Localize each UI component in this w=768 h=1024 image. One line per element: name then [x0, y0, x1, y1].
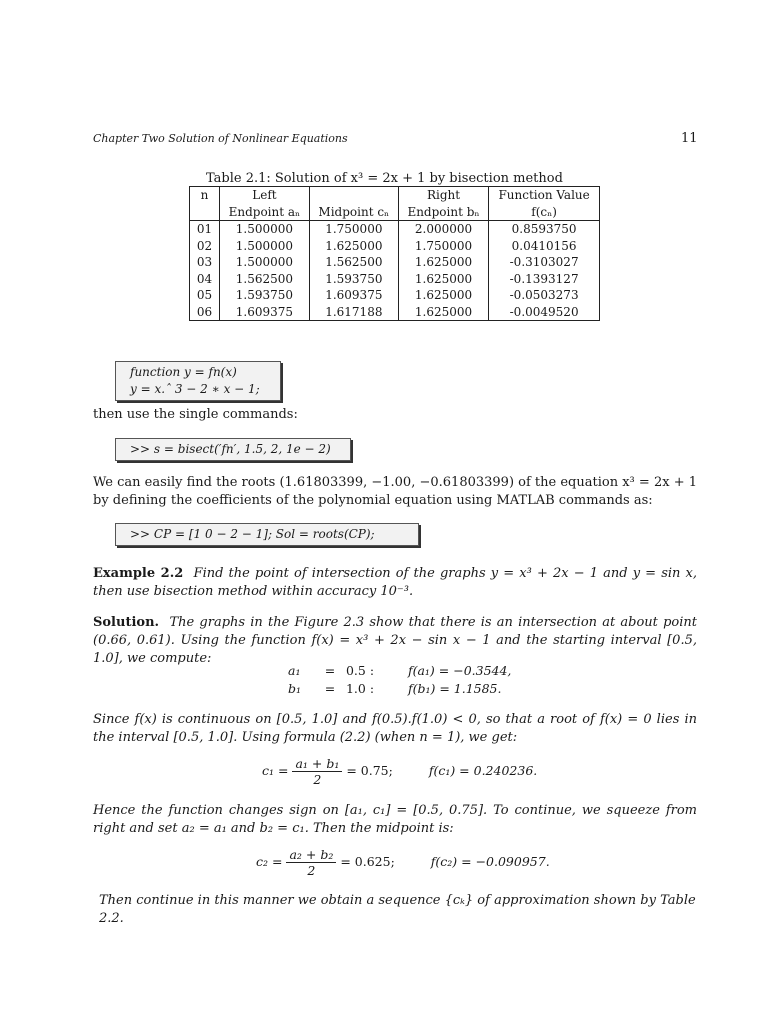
- eq-fvalue: f(b₁) = 1.1585.: [407, 681, 502, 696]
- equation-b1: [288, 681, 501, 696]
- numerator: a₂ + b₂: [286, 847, 336, 863]
- example-block: [93, 565, 697, 601]
- cell-a: 1.500000: [220, 221, 310, 238]
- col-header-cn: Midpoint cₙ: [309, 204, 398, 221]
- paragraph-roots: We can easily find the roots (1.61803399, −1.00, −0.61803399) of the equation x³ = 2x + 1 by defining the coefficients of the polynomial equation using MATLAB commands as:: [93, 475, 697, 508]
- cell-c: 1.625000: [309, 238, 398, 255]
- cell-b: 1.750000: [398, 238, 488, 255]
- eq-lhs: b₁: [288, 681, 302, 696]
- col-header-n-2: [190, 204, 220, 221]
- cell-n: 01: [190, 221, 220, 238]
- example-label: Example 2.2: [93, 566, 184, 581]
- eq-lhs: a₁: [288, 663, 301, 678]
- code-box-function: [115, 361, 281, 401]
- cell-n: 03: [190, 254, 220, 271]
- fraction: [286, 847, 336, 878]
- eq-fvalue: f(c₁) = 0.240236.: [428, 763, 538, 778]
- table-row: [190, 254, 600, 271]
- cell-f: -0.3103027: [489, 254, 600, 271]
- col-header-fv: Function Value: [489, 187, 600, 204]
- cell-c: 1.617188: [309, 304, 398, 321]
- cell-b: 1.625000: [398, 287, 488, 304]
- paragraph-since: Since f(x) is continuous on [0.5, 1.0] and f(0.5).f(1.0) < 0, so that a root of f(x) = 0 lies in the interval [0.5, 1.0]. Using formula (2.2) (when n = 1), we get:: [93, 712, 697, 745]
- solution-text: The graphs in the Figure 2.3 show that there is an intersection at about point (0.66, 0.61). Using the function f(x) = x³ + 2x − sin x − 1 and the starting interval [0.5, 1.0], we compute:: [93, 615, 698, 666]
- cell-f: -0.0503273: [489, 287, 600, 304]
- denominator: 2: [307, 863, 316, 878]
- cell-a: 1.562500: [220, 271, 310, 288]
- cell-c: 1.562500: [309, 254, 398, 271]
- table-row: [190, 221, 600, 238]
- eq-lhs: c₁ =: [262, 763, 289, 778]
- running-header: Chapter Two Solution of Nonlinear Equations: [93, 132, 348, 145]
- equation-a1: [288, 663, 511, 678]
- table-row: [190, 238, 600, 255]
- cell-a: 1.500000: [220, 238, 310, 255]
- eq-sign: =: [324, 663, 336, 678]
- cell-a: 1.500000: [220, 254, 310, 271]
- code-box-roots: [115, 523, 419, 546]
- cell-c: 1.609375: [309, 287, 398, 304]
- table-caption: Table 2.1: Solution of x³ = 2x + 1 by bisection method: [206, 171, 563, 186]
- eq-fvalue: f(a₁) = −0.3544,: [407, 663, 512, 678]
- col-header-left: Left: [220, 187, 310, 204]
- cell-c: 1.750000: [309, 221, 398, 238]
- solution-block: [93, 614, 697, 668]
- cell-b: 1.625000: [398, 304, 488, 321]
- page-number: 11: [681, 131, 698, 146]
- bisection-table: [189, 186, 600, 321]
- cell-f: 0.0410156: [489, 238, 600, 255]
- col-header-bn: Endpoint bₙ: [398, 204, 488, 221]
- cell-b: 2.000000: [398, 221, 488, 238]
- table-row: [190, 271, 600, 288]
- equation-c1: [262, 756, 537, 787]
- numerator: a₁ + b₁: [292, 756, 342, 772]
- cell-f: -0.1393127: [489, 271, 600, 288]
- paragraph-then: Then continue in this manner we obtain a sequence {cₖ} of approximation shown by Table 2.2.: [99, 893, 696, 926]
- col-header-fcn: f(cₙ): [489, 204, 600, 221]
- eq-sign: =: [324, 681, 336, 696]
- table-row: [190, 287, 600, 304]
- table-header-row-2: [190, 204, 600, 221]
- eq-value: 0.5 :: [345, 663, 375, 678]
- cell-c: 1.593750: [309, 271, 398, 288]
- example-text: Find the point of intersection of the graphs y = x³ + 2x − 1 and y = sin x, then use bisection method within accuracy 10⁻³.: [93, 566, 697, 599]
- equation-c2: [256, 847, 550, 878]
- cell-f: -0.0049520: [489, 304, 600, 321]
- cell-f: 0.8593750: [489, 221, 600, 238]
- cell-n: 05: [190, 287, 220, 304]
- cell-b: 1.625000: [398, 271, 488, 288]
- cell-b: 1.625000: [398, 254, 488, 271]
- denominator: 2: [313, 772, 322, 787]
- cell-a: 1.593750: [220, 287, 310, 304]
- table-header-row: [190, 187, 600, 204]
- eq-fvalue: f(c₂) = −0.090957.: [430, 854, 550, 869]
- code-box-bisect: [115, 438, 351, 461]
- paragraph-hence: Hence the function changes sign on [a₁, c₁] = [0.5, 0.75]. To continue, we squeeze from right and set a₂ = a₁ and b₂ = c₁. Then the midpoint is:: [93, 803, 697, 836]
- cell-n: 02: [190, 238, 220, 255]
- eq-lhs: c₂ =: [256, 854, 283, 869]
- cell-a: 1.609375: [220, 304, 310, 321]
- col-header-an: Endpoint aₙ: [220, 204, 310, 221]
- cell-n: 06: [190, 304, 220, 321]
- col-header-right: Right: [398, 187, 488, 204]
- cell-n: 04: [190, 271, 220, 288]
- eq-rhs: = 0.625;: [340, 854, 395, 869]
- code-line: >> s = bisect(′fn′, 1.5, 2, 1e − 2): [130, 442, 331, 456]
- paragraph: then use the single commands:: [93, 407, 298, 422]
- code-line: >> CP = [1 0 − 2 − 1]; Sol = roots(CP);: [130, 527, 375, 541]
- eq-rhs: = 0.75;: [346, 763, 393, 778]
- eq-value: 1.0 :: [345, 681, 375, 696]
- col-header-n: n: [190, 187, 220, 204]
- col-header-mid-top: [309, 187, 398, 204]
- code-line: y = x.ˆ 3 − 2 ∗ x − 1;: [130, 382, 260, 396]
- fraction: [292, 756, 342, 787]
- code-line: function y = fn(x): [130, 365, 237, 379]
- solution-label: Solution.: [93, 615, 160, 630]
- table-row: [190, 304, 600, 321]
